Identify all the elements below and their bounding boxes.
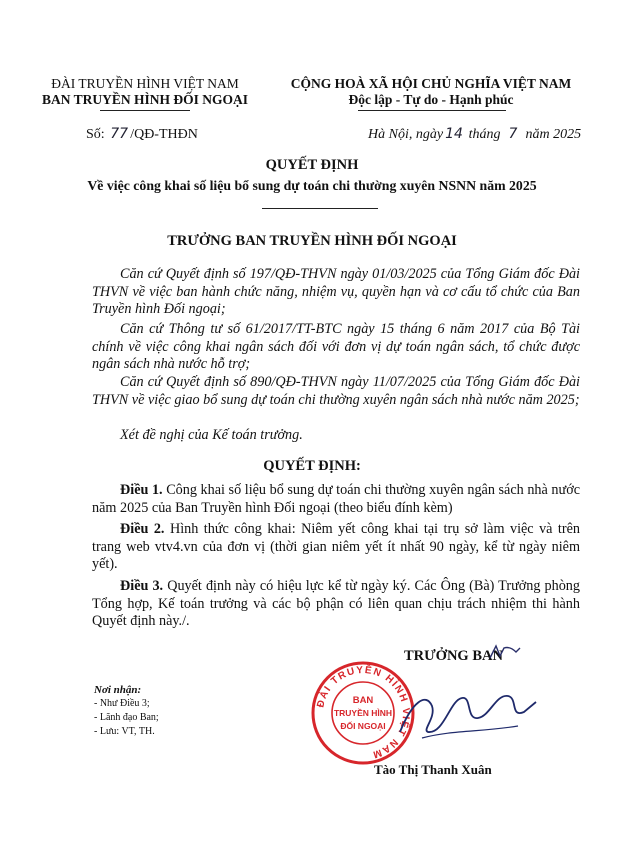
date-day: 14 [445, 126, 463, 142]
article-3 [92, 578, 580, 631]
seal-ring-text: ĐÀI TRUYỀN HÌNH VIỆT NAM [315, 664, 412, 761]
date-month: 7 [508, 126, 518, 142]
recipient-item: - Lãnh đạo Ban; [94, 712, 159, 723]
basis-3: Căn cứ Quyết định số 890/QĐ-THVN ngày 11/07/2025 của Tổng Giám đốc Đài THVN về việc giao bổ sung dự toán chi thường xuyên ngân sách nhà nước năm 2025; [92, 374, 580, 408]
recipient-item: - Như Điều 3; [94, 698, 150, 709]
document-title: QUYẾT ĐỊNH [265, 157, 359, 173]
basis-1: Căn cứ Quyết định số 197/QĐ-THVN ngày 01/03/2025 của Tổng Giám đốc Đài THVN về việc ban hành chức năng, nhiệm vụ, quyền hạn và cơ cấu tổ chức của Ban Truyền hình Đối ngoại; [92, 266, 580, 317]
signer-name: Tào Thị Thanh Xuân [374, 762, 492, 777]
org-unit: BAN TRUYỀN HÌNH ĐỐI NGOẠI [41, 92, 249, 107]
org-underline [100, 110, 190, 111]
document-number [86, 126, 198, 143]
number-value: 77 [110, 126, 129, 142]
article-1-label: Điều 1. [120, 482, 163, 498]
article-3-text: Quyết định này có hiệu lực kể từ ngày ký. Các Ông (Bà) Trưởng phòng Tổng hợp, Kế toán trưởng và các bộ phận có liên quan chịu trách nhiệm thi hành Quyết định này./. [92, 578, 580, 629]
article-3-label: Điều 3. [120, 578, 164, 594]
handwritten-signature [392, 672, 542, 752]
document-subject: Về việc công khai số liệu bổ sung dự toán chi thường xuyên NSNN năm 2025 [87, 178, 537, 193]
date-year: năm 2025 [525, 127, 582, 142]
initials-mark [488, 642, 522, 664]
nation-name: CỘNG HOÀ XÃ HỘI CHỦ NGHĨA VIỆT NAM [290, 76, 572, 91]
signer-title: TRƯỞNG BAN [404, 648, 503, 664]
seal-center-line-2: TRUYỀN HÌNH [333, 708, 393, 718]
org-block [20, 76, 270, 108]
recipients [94, 683, 159, 739]
motto-underline [358, 110, 506, 111]
article-1-text: Công khai số liệu bổ sung dự toán chi thường xuyên ngân sách nhà nước năm 2025 của Ban Truyền hình Đối ngoại (theo biểu đính kèm) [92, 482, 580, 516]
org-parent: ĐÀI TRUYỀN HÌNH VIỆT NAM [51, 76, 239, 91]
basis-2: Căn cứ Thông tư số 61/2017/TT-BTC ngày 15 tháng 6 năm 2017 của Bộ Tài chính về việc công khai ngân sách đối với đơn vị dự toán ngân sách, tổ chức được ngân sách nhà nước hỗ trợ; [92, 321, 580, 372]
seal-center-line-3: ĐỐI NGOẠI [340, 721, 386, 731]
recipient-item: - Lưu: VT, TH. [94, 726, 155, 737]
recipients-label: Nơi nhận: [94, 684, 142, 696]
number-suffix: /QĐ-THĐN [130, 127, 198, 142]
number-prefix: Số: [86, 127, 105, 142]
article-1 [92, 482, 580, 517]
date-prefix: Hà Nội, ngày [368, 127, 444, 142]
seal-center-line-1: BAN [352, 695, 374, 706]
decision-heading: QUYẾT ĐỊNH: [263, 458, 361, 474]
authority-title: TRƯỞNG BAN TRUYỀN HÌNH ĐỐI NGOẠI [167, 233, 457, 249]
date-month-label: tháng [468, 127, 501, 142]
article-2 [92, 521, 580, 574]
place-date [368, 126, 581, 143]
title-underline [262, 208, 378, 209]
article-2-text: Hình thức công khai: Niêm yết công khai tại trụ sở làm việc và trên trang web vtv4.vn của đơn vị (thời gian niêm yết ít nhất 90 ngày, kể từ ngày niêm yết). [92, 521, 580, 572]
motto: Độc lập - Tự do - Hạnh phúc [348, 92, 514, 107]
basis-4: Xét đề nghị của Kế toán trưởng. [120, 427, 303, 443]
article-2-label: Điều 2. [120, 521, 165, 537]
nation-block [276, 76, 586, 108]
